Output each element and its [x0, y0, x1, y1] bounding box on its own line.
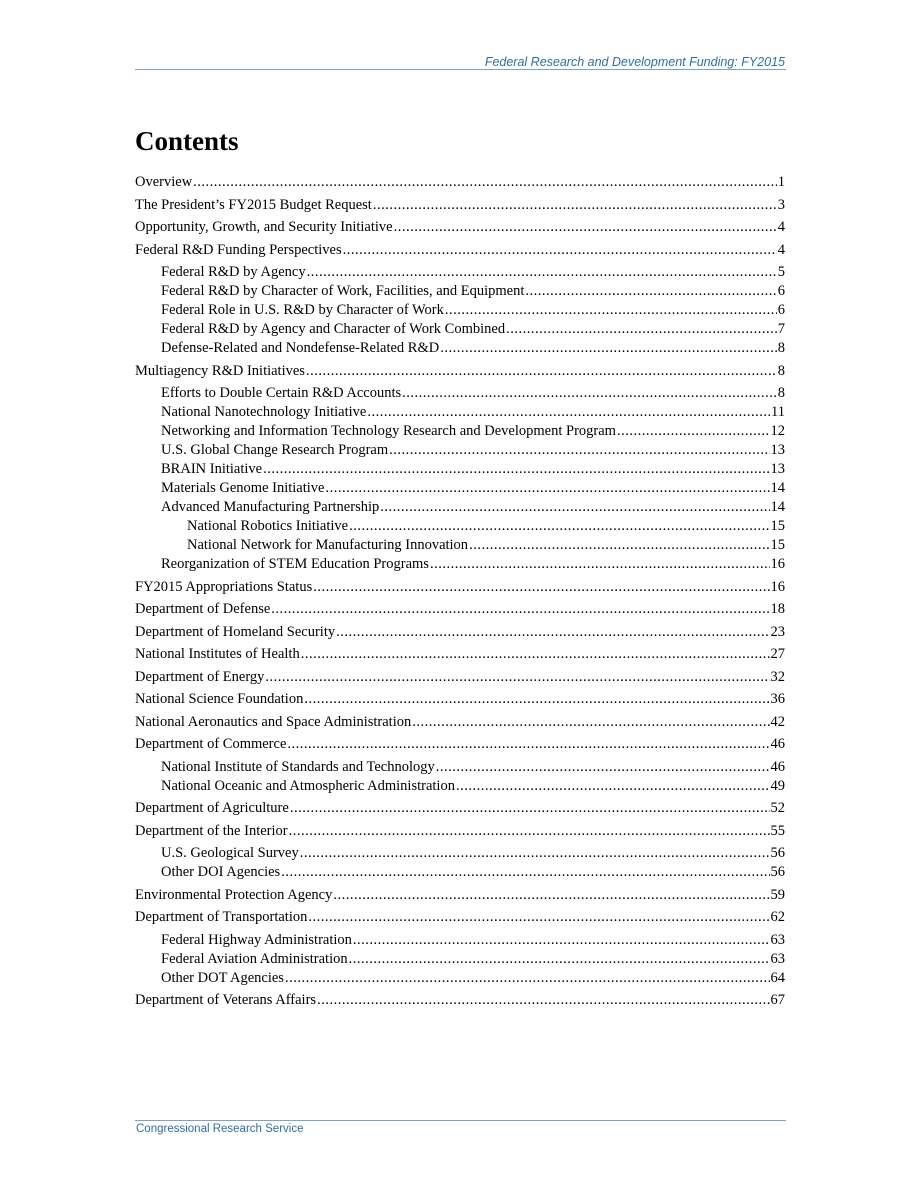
toc-dot-leader	[343, 241, 777, 260]
toc-entry[interactable]	[135, 282, 785, 301]
toc-entry[interactable]	[135, 886, 785, 905]
toc-entry-page-number: 13	[770, 461, 785, 477]
toc-entry-page-number: 15	[770, 537, 785, 553]
toc-dot-leader	[373, 196, 777, 215]
toc-entry[interactable]	[135, 218, 785, 237]
toc-entry-page-number: 59	[770, 886, 785, 903]
toc-entry-page-number: 49	[770, 777, 785, 794]
toc-dot-leader	[367, 403, 770, 422]
toc-entry[interactable]	[135, 384, 785, 403]
header-divider	[135, 69, 786, 70]
toc-entry-label: U.S. Geological Survey	[161, 845, 299, 861]
toc-entry-page-number: 1	[777, 174, 785, 190]
page-title: Contents	[135, 126, 239, 156]
toc-dot-leader	[307, 263, 777, 282]
toc-dot-leader	[325, 479, 769, 498]
toc-dot-leader	[333, 886, 769, 905]
toc-entry-label: FY2015 Appropriations Status	[135, 578, 313, 595]
toc-dot-leader	[265, 668, 769, 687]
running-header: Federal Research and Development Funding: FY2015	[484, 55, 785, 69]
toc-entry-page-number: 8	[777, 385, 785, 401]
toc-entry-label: The President’s FY2015 Budget Request	[135, 196, 372, 213]
toc-entry-page-number: 18	[770, 601, 785, 617]
toc-entry[interactable]	[135, 517, 785, 536]
toc-entry-label: Department of Transportation	[135, 909, 308, 925]
toc-dot-leader	[336, 623, 769, 642]
toc-entry-page-number: 52	[770, 800, 785, 816]
toc-entry-label: U.S. Global Change Research Program	[161, 442, 389, 458]
toc-dot-leader	[317, 991, 769, 1010]
toc-dot-leader	[525, 282, 776, 301]
toc-entry[interactable]	[135, 863, 785, 882]
toc-entry-page-number: 6	[777, 283, 785, 299]
footer-publisher: Congressional Research Service	[136, 1123, 304, 1135]
toc-entry-label: Federal Highway Administration	[161, 931, 352, 948]
toc-entry-page-number: 63	[770, 931, 785, 948]
toc-entry[interactable]	[135, 578, 785, 597]
toc-entry-label: National Network for Manufacturing Innovation	[187, 537, 469, 553]
toc-dot-leader	[281, 863, 769, 882]
toc-entry-label: Federal R&D by Character of Work, Facilities, and Equipment	[161, 283, 525, 299]
toc-entry-label: National Science Foundation	[135, 691, 304, 707]
toc-entry-page-number: 13	[770, 442, 785, 458]
toc-entry-label: Networking and Information Technology Research and Development Program	[161, 423, 616, 439]
toc-entry-page-number: 8	[777, 340, 785, 356]
toc-entry-page-number: 16	[770, 578, 785, 595]
toc-entry[interactable]	[135, 950, 785, 969]
toc-entry-page-number: 32	[770, 668, 785, 685]
toc-entry[interactable]	[135, 263, 785, 282]
toc-entry-label: Federal R&D by Agency	[161, 264, 306, 280]
toc-dot-leader	[412, 713, 769, 732]
toc-dot-leader	[402, 384, 777, 403]
toc-entry-page-number: 23	[770, 623, 785, 640]
toc-entry-label: Department of Veterans Affairs	[135, 992, 317, 1008]
toc-entry[interactable]	[135, 536, 785, 555]
toc-dot-leader	[271, 600, 769, 619]
toc-entry[interactable]	[135, 690, 785, 709]
toc-entry[interactable]	[135, 969, 785, 988]
toc-dot-leader	[290, 799, 770, 818]
toc-entry-label: Opportunity, Growth, and Security Initiative	[135, 219, 393, 235]
toc-dot-leader	[456, 777, 770, 796]
toc-dot-leader	[313, 578, 769, 597]
toc-entry[interactable]	[135, 758, 785, 777]
toc-dot-leader	[389, 441, 769, 460]
toc-entry-label: National Institutes of Health	[135, 646, 300, 662]
toc-entry-page-number: 27	[770, 646, 785, 662]
toc-entry[interactable]	[135, 799, 785, 818]
toc-entry-label: Federal Aviation Administration	[161, 950, 348, 967]
toc-entry[interactable]	[135, 991, 785, 1010]
toc-entry-page-number: 14	[770, 499, 785, 515]
toc-entry[interactable]	[135, 600, 785, 619]
toc-entry-page-number: 64	[770, 969, 785, 986]
toc-dot-leader	[301, 645, 770, 664]
toc-entry[interactable]	[135, 241, 785, 260]
toc-entry-page-number: 15	[770, 518, 785, 534]
toc-entry[interactable]	[135, 908, 785, 927]
toc-dot-leader	[506, 320, 777, 339]
toc-dot-leader	[394, 218, 777, 237]
toc-dot-leader	[436, 758, 770, 777]
toc-entry-label: Department of Defense	[135, 601, 271, 617]
toc-entry-label: Efforts to Double Certain R&D Accounts	[161, 385, 402, 401]
toc-entry-label: Reorganization of STEM Education Programs	[161, 556, 429, 572]
toc-entry[interactable]	[135, 844, 785, 863]
toc-entry[interactable]	[135, 555, 785, 574]
toc-dot-leader	[617, 422, 770, 441]
toc-dot-leader	[380, 498, 769, 517]
toc-entry[interactable]	[135, 320, 785, 339]
toc-entry-label: Department of Homeland Security	[135, 623, 336, 640]
toc-entry-page-number: 62	[770, 909, 785, 925]
toc-entry-page-number: 3	[777, 196, 785, 213]
toc-entry-label: Advanced Manufacturing Partnership	[161, 499, 380, 515]
toc-entry[interactable]	[135, 422, 785, 441]
toc-dot-leader	[300, 844, 770, 863]
toc-entry[interactable]	[135, 931, 785, 950]
toc-dot-leader	[306, 362, 777, 381]
toc-entry[interactable]	[135, 713, 785, 732]
toc-entry-label: BRAIN Initiative	[161, 461, 263, 477]
toc-entry-label: National Institute of Standards and Technology	[161, 758, 435, 775]
toc-entry[interactable]	[135, 735, 785, 754]
toc-dot-leader	[287, 735, 769, 754]
toc-entry-label: Federal Role in U.S. R&D by Character of Work	[161, 302, 444, 318]
toc-entry[interactable]	[135, 645, 785, 664]
toc-dot-leader	[469, 536, 769, 555]
toc-dot-leader	[263, 460, 769, 479]
toc-entry-page-number: 7	[777, 321, 785, 337]
toc-entry[interactable]	[135, 498, 785, 517]
toc-entry[interactable]	[135, 173, 785, 192]
toc-entry[interactable]	[135, 460, 785, 479]
toc-dot-leader	[308, 908, 769, 927]
toc-entry-page-number: 42	[770, 713, 785, 730]
toc-entry-label: Department of Agriculture	[135, 800, 289, 816]
toc-entry-page-number: 8	[777, 362, 785, 379]
toc-entry-label: Environmental Protection Agency	[135, 886, 333, 903]
toc-entry-label: Multiagency R&D Initiatives	[135, 362, 305, 379]
toc-entry-page-number: 5	[777, 264, 785, 280]
toc-entry[interactable]	[135, 777, 785, 796]
toc-entry-label: National Nanotechnology Initiative	[161, 404, 367, 420]
toc-entry[interactable]	[135, 196, 785, 215]
toc-entry-page-number: 14	[770, 480, 785, 496]
toc-entry-page-number: 67	[770, 992, 785, 1008]
toc-dot-leader	[445, 301, 777, 320]
toc-entry-label: National Aeronautics and Space Administration	[135, 713, 412, 730]
toc-dot-leader	[430, 555, 770, 574]
toc-entry-label: Department of the Interior	[135, 822, 288, 839]
toc-entry-label: Materials Genome Initiative	[161, 480, 325, 496]
toc-entry[interactable]	[135, 623, 785, 642]
toc-entry[interactable]	[135, 362, 785, 381]
toc-entry-page-number: 63	[770, 950, 785, 967]
table-of-contents	[135, 173, 785, 1010]
toc-entry-page-number: 36	[770, 691, 785, 707]
toc-entry-page-number: 16	[770, 556, 785, 572]
toc-entry-page-number: 56	[770, 845, 785, 861]
toc-entry[interactable]	[135, 441, 785, 460]
toc-entry[interactable]	[135, 479, 785, 498]
toc-dot-leader	[349, 517, 769, 536]
toc-entry[interactable]	[135, 403, 785, 422]
toc-entry[interactable]	[135, 301, 785, 320]
toc-entry[interactable]	[135, 668, 785, 687]
toc-dot-leader	[304, 690, 769, 709]
toc-entry-label: Department of Energy	[135, 668, 265, 685]
toc-entry-page-number: 12	[770, 423, 785, 439]
toc-dot-leader	[349, 950, 770, 969]
toc-entry-page-number: 4	[777, 241, 785, 258]
toc-dot-leader	[440, 339, 777, 358]
toc-entry-label: Federal R&D by Agency and Character of Work Combined	[161, 321, 506, 337]
toc-dot-leader	[193, 173, 777, 192]
toc-entry-label: Other DOI Agencies	[161, 864, 281, 880]
toc-entry-label: National Oceanic and Atmospheric Administration	[161, 777, 455, 794]
toc-dot-leader	[285, 969, 770, 988]
toc-entry-label: Other DOT Agencies	[161, 969, 284, 986]
toc-entry-page-number: 55	[770, 822, 785, 839]
toc-entry-label: National Robotics Initiative	[187, 518, 349, 534]
toc-entry-page-number: 4	[777, 219, 785, 235]
toc-entry-label: Department of Commerce	[135, 736, 287, 752]
footer-divider	[135, 1120, 786, 1121]
toc-entry[interactable]	[135, 339, 785, 358]
toc-entry-label: Overview	[135, 174, 193, 190]
toc-dot-leader	[289, 822, 770, 841]
toc-entry-page-number: 56	[770, 864, 785, 880]
toc-entry[interactable]	[135, 822, 785, 841]
toc-entry-page-number: 11	[771, 404, 785, 420]
toc-entry-page-number: 6	[777, 302, 785, 318]
toc-entry-label: Federal R&D Funding Perspectives	[135, 241, 342, 258]
toc-entry-page-number: 46	[770, 758, 785, 775]
toc-dot-leader	[353, 931, 770, 950]
toc-entry-page-number: 46	[770, 736, 785, 752]
toc-entry-label: Defense-Related and Nondefense-Related R&D	[161, 340, 440, 356]
